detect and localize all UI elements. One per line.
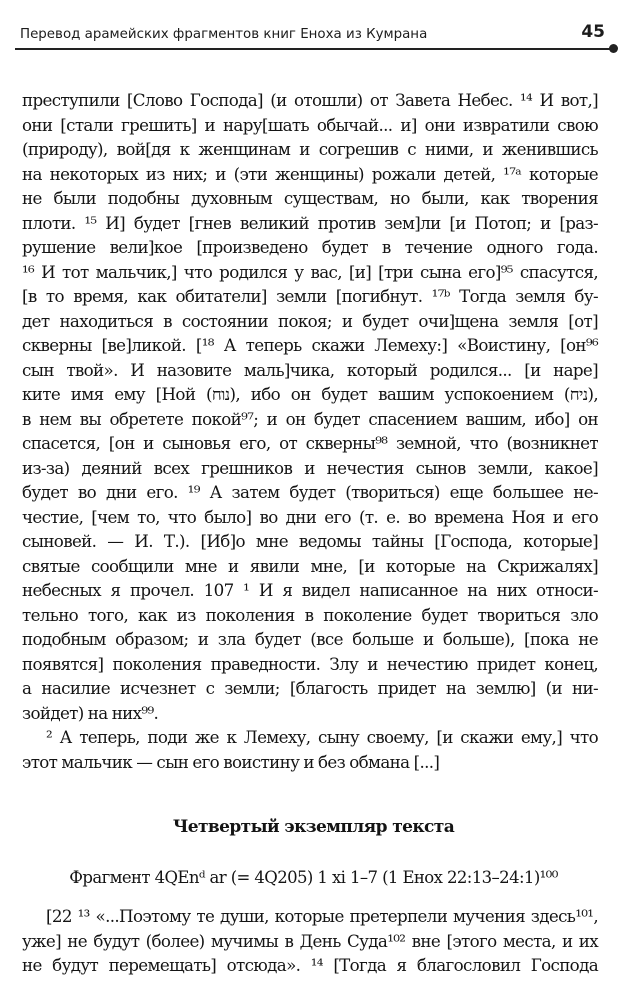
text-line: преступили [Слово Господа] (и отошли) от Завета Небес. ¹⁴ И вот,] [22,90,598,110]
text-line: сыновей. — И. Т.). [Иб]о мне ведомы тайны [Господа, которые] [22,531,598,551]
text-line: в нем вы обретете покой⁹⁷; и он будет спасением вашим, ибо] он [22,408,598,429]
text-line: сын твой». И назовите маль]чика, который родился... [и наре] [22,359,598,380]
text-line: дет находиться в состоянии покоя; и будет очи]щена земля [от] [22,310,598,331]
page-header [15,20,613,50]
text-line: скверны [ве]ликой. [¹⁸ А теперь скажи Лемеху:] «Воистину, [он⁹⁶ [22,335,598,355]
text-line: честие, [чем то, что было] во дни его (т. е. во времена Ноя и его [22,506,598,527]
text-line: не были подобны духовным существам, но были, как творения [22,188,598,208]
fragment-title: Фрагмент 4QEnᵈ ar (= 4Q205) 1 xi 1–7 (1 Енох 22:13–24:1)¹⁰⁰ [69,868,558,887]
text-line: ¹⁶ И тот мальчик,] что родился у вас, [и] [три сына его]⁹⁵ спасутся, [22,261,598,282]
text-line: из-за) деяний всех грешников и нечестия сынов земли, какое] [22,457,598,478]
text-line: святые сообщили мне и явили мне, [и которые на Скрижалях] [22,555,598,576]
text-line: (природу), вой[дя к женщинам и согрешив с ними, и женившись [22,139,598,159]
text-line: ките имя ему [Ной (נוח), ибо он будет вашим успокоением (ניח), [22,384,599,404]
header-rule-dot [609,44,618,53]
main-text-block [22,88,598,774]
text-line: не будут перемещать] отсюда». ¹⁴ [Тогда я благословил Господа [22,955,598,975]
text-line: [в то время, как обитатели] земли [погибнут. ¹⁷ᵇ Тогда земля бу- [22,286,598,306]
section-heading: Четвертый экземпляр текста [172,817,455,837]
running-title: Перевод арамейских фрагментов книг Еноха из Кумрана [20,27,428,42]
text-line: будет во дни его. ¹⁹ А затем будет (твориться) еще большее не- [22,482,598,502]
text-line: тельно того, как из поколения в поколение будет твориться зло [22,604,598,625]
second-text-block [22,904,598,978]
text-line: а насилие исчезнет с земли; [благость придет на землю] (и ни- [22,678,598,698]
text-line: этот мальчик — сын его воистину и без обмана [...] [22,751,440,772]
text-line: уже] не будут (более) мучимы в День Суда¹⁰² вне [этого места, и их [22,930,598,951]
text-line: небесных я прочел. 107 ¹ И я видел написанное на них относи- [22,580,598,600]
text-line: подобным образом; и зла будет (все больше и больше), [пока не [22,629,598,649]
page-number: 45 [581,22,605,42]
text-line: зойдет) на них⁹⁹. [22,702,159,723]
text-line: [22 ¹³ «...Поэтому те души, которые претерпели мучения здесь¹⁰¹, [46,906,598,926]
text-line: плоти. ¹⁵ И] будет [гнев великий против зем]ли [и Потоп; и [раз- [22,212,598,233]
text-line: спасется, [он и сыновья его, от скверны⁹⁸ земной, что (возникнет [22,433,598,453]
header-rule [15,48,613,50]
text-line: рушение вели]кое [произведено будет в течение одного года. [22,237,598,257]
text-line: появятся] поколения праведности. Злу и нечестию придет конец, [22,653,598,674]
text-line: они [стали грешить] и нару[шать обычай... и] они извратили свою [22,114,598,135]
text-line: на некоторых из них; и (эти женщины) рожали детей, ¹⁷ᵃ которые [22,163,598,184]
text-line: ² А теперь, поди же к Лемеху, сыну своему, [и скажи ему,] что [46,727,598,747]
